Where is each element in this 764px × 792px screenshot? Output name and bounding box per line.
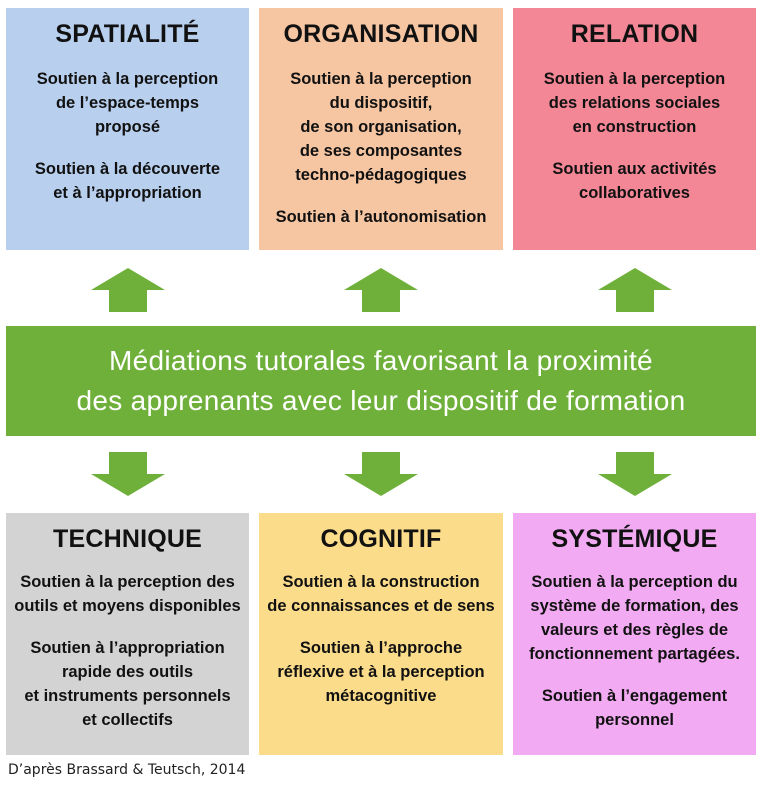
banner-line-2: des apprenants avec leur dispositif de formation <box>76 385 686 416</box>
box-text: Soutien à l’autonomisation <box>275 208 487 226</box>
box-technique <box>6 513 249 755</box>
box-text: Soutien à la construction de connaissances et de sens <box>267 573 495 615</box>
arrow-up-icon <box>598 268 672 312</box>
arrow-up-icon <box>91 268 165 312</box>
arrow-down-icon <box>91 452 165 496</box>
box-text: Soutien à la perception des relations sociales en construction <box>543 70 726 136</box>
box-text: Soutien aux activités collaboratives <box>552 160 717 202</box>
box-systemique <box>513 513 756 755</box>
arrow-down-icon <box>344 452 418 496</box>
box-text: Soutien à la perception des outils et moyens disponibles <box>14 573 241 615</box>
source-caption: D’après Brassard & Teutsch, 2014 <box>8 762 246 778</box>
box-text: Soutien à l’appropriation rapide des outils et instruments personnels et collectifs <box>24 639 231 729</box>
box-text: Soutien à la perception du dispositif, de son organisation, de ses composantes techno-pédagogiques <box>290 70 472 184</box>
box-relation <box>513 8 756 250</box>
box-title: TECHNIQUE <box>52 525 203 553</box>
central-banner <box>6 326 756 436</box>
box-spatialite <box>6 8 249 250</box>
box-title: SPATIALITÉ <box>55 20 200 48</box>
box-title: COGNITIF <box>320 525 442 553</box>
arrow-down-icon <box>598 452 672 496</box>
banner-line-1: Médiations tutorales favorisant la proximité <box>109 345 653 376</box>
box-text: Soutien à la perception du système de formation, des valeurs et des règles de fonctionnement partagées. <box>529 573 740 663</box>
box-organisation <box>259 8 503 250</box>
box-text: Soutien à la découverte et à l’appropriation <box>34 160 221 202</box>
box-text: Soutien à l’approche réflexive et à la perception métacognitive <box>277 639 485 705</box>
box-title: ORGANISATION <box>283 20 479 48</box>
box-title: SYSTÉMIQUE <box>551 525 718 553</box>
box-cognitif <box>259 513 503 755</box>
box-text: Soutien à l’engagement personnel <box>541 687 728 729</box>
arrow-up-icon <box>344 268 418 312</box>
box-title: RELATION <box>570 20 699 48</box>
box-text: Soutien à la perception de l’espace-temps proposé <box>36 70 219 136</box>
